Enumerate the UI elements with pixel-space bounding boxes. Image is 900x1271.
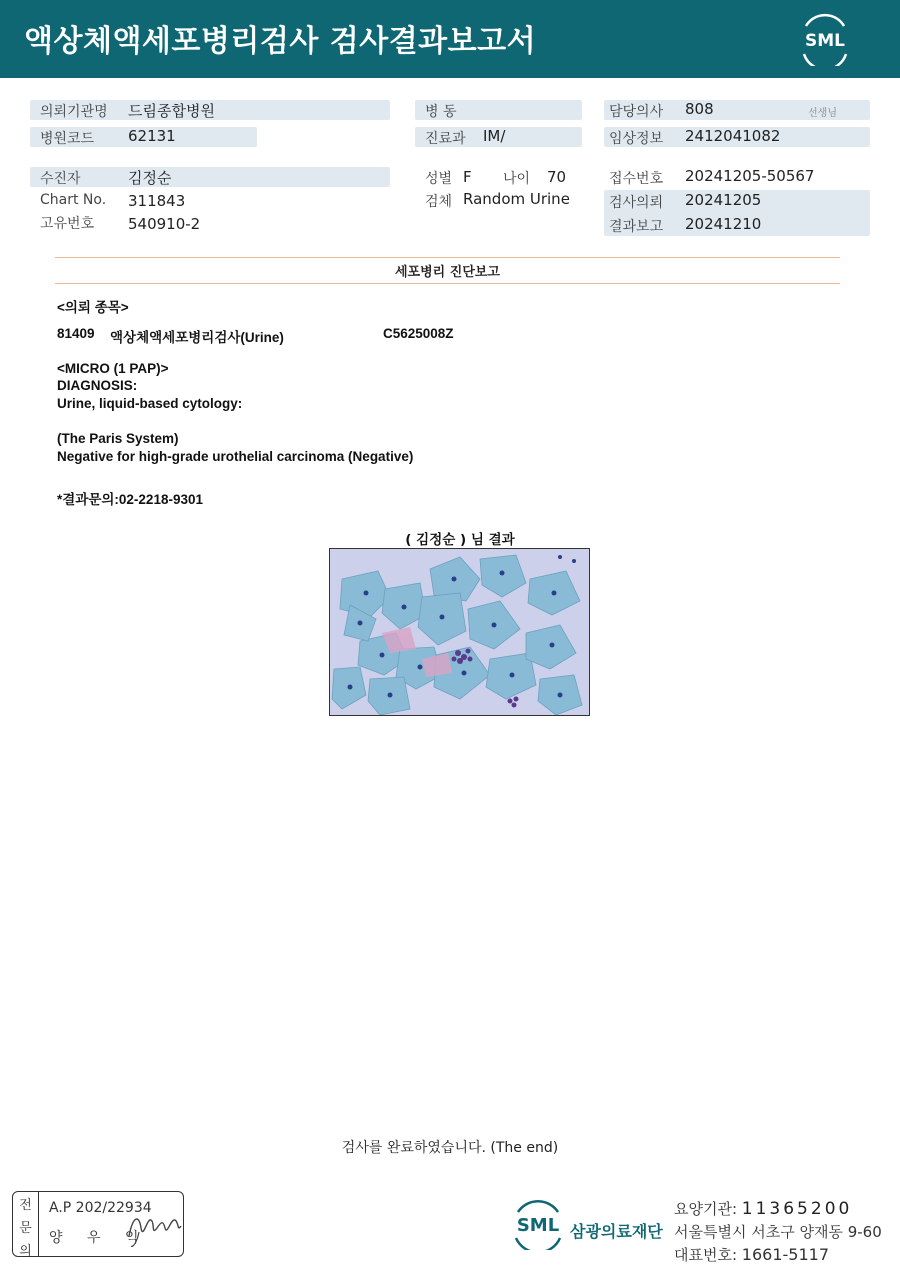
report-title: 액상체액세포병리검사 검사결과보고서 [24,24,537,59]
micro-heading: <MICRO (1 PAP)> [57,361,169,376]
result-line: Negative for high-grade urothelial carcinoma (Negative) [57,449,414,464]
patient-pill [30,167,390,187]
patient-value: 김정순 [128,169,172,187]
cytology-cells-graphic [330,549,590,716]
patient-label: 수진자 [40,171,81,187]
chart-no-value: 311843 [128,192,186,210]
section-rule-bottom [55,283,840,284]
test-name: 액상체액세포병리검사(Urine) [110,330,284,345]
diagnosis-line: Urine, liquid-based cytology: [57,396,243,411]
sex-value: F [463,168,472,186]
care-code-line [674,1198,852,1219]
phone-line [674,1244,829,1265]
hospital-code-label: 병원코드 [40,131,95,147]
paris-system-line: (The Paris System) [57,431,179,446]
age-label: 나이 [503,171,531,187]
test-code: 81409 [57,326,95,341]
request-heading: <의뢰 종목> [57,300,129,315]
test-id: C5625008Z [383,326,454,341]
contact-line: *결과문의:02-2218-9301 [57,492,203,507]
department-label: 진료과 [425,131,466,147]
chart-no-label: Chart No. [40,192,107,208]
ward-label: 병 동 [425,104,457,120]
address-line: 서울특별시 서초구 양재동 9-60 [674,1223,882,1241]
sml-footer-logo-text: SML [516,1215,560,1236]
institution-value: 드림종합병원 [128,102,215,120]
specimen-value: Random Urine [463,190,570,208]
signature-box [12,1191,184,1257]
doctor-suffix: 선생님 [808,108,837,119]
specimen-label: 검체 [425,194,453,210]
signature-side-label [13,1192,39,1259]
doctor-label: 담당의사 [609,104,664,120]
hospital-code-value: 62131 [128,127,176,145]
sml-logo-text: SML [805,31,845,51]
end-text: 검사를 완료하였습니다. (The end) [341,1140,559,1156]
institution-label: 의뢰기관명 [40,104,108,120]
cytology-image [329,548,590,716]
section-rule-top [55,257,840,258]
diagnosis-label: DIAGNOSIS: [57,378,138,393]
signature-side-char: 의 [19,1244,32,1259]
signature-side-char: 전 [19,1198,32,1213]
request-date-label: 검사의뢰 [609,195,664,211]
header-banner [0,0,900,78]
sml-logo-icon [796,12,854,66]
pathologist-license: A.P 202/22934 [49,1200,152,1216]
pathologist-name: 양 우 익 [49,1230,149,1246]
doctor-value: 808 [685,100,714,118]
report-date-label: 결과보고 [609,219,664,235]
signature-side-char: 문 [19,1221,32,1236]
department-value: IM/ [483,127,506,145]
handwritten-signature-icon [125,1206,183,1250]
clinical-info-label: 임상정보 [609,131,664,147]
unique-no-value: 540910-2 [128,215,201,233]
sml-footer-logo-icon [508,1198,568,1250]
receipt-no-label: 접수번호 [609,171,664,187]
request-date-value: 20241205 [685,191,762,209]
section-title: 세포병리 진단보고 [395,265,500,280]
unique-no-label: 고유번호 [40,216,95,232]
sex-label: 성별 [425,171,453,187]
phone-label: 대표번호: [674,1246,738,1264]
age-value: 70 [547,168,567,186]
phone-value: 1661-5117 [741,1245,830,1264]
report-date-value: 20241210 [685,215,762,233]
foundation-name: 삼광의료재단 [570,1222,663,1241]
clinical-info-value: 2412041082 [685,127,781,145]
image-caption: ( 김정순 ) 님 결과 [405,532,515,548]
care-code-value: 11365200 [741,1199,853,1219]
receipt-no-value: 20241205-50567 [685,167,815,185]
care-code-label: 요양기관: [674,1200,738,1218]
